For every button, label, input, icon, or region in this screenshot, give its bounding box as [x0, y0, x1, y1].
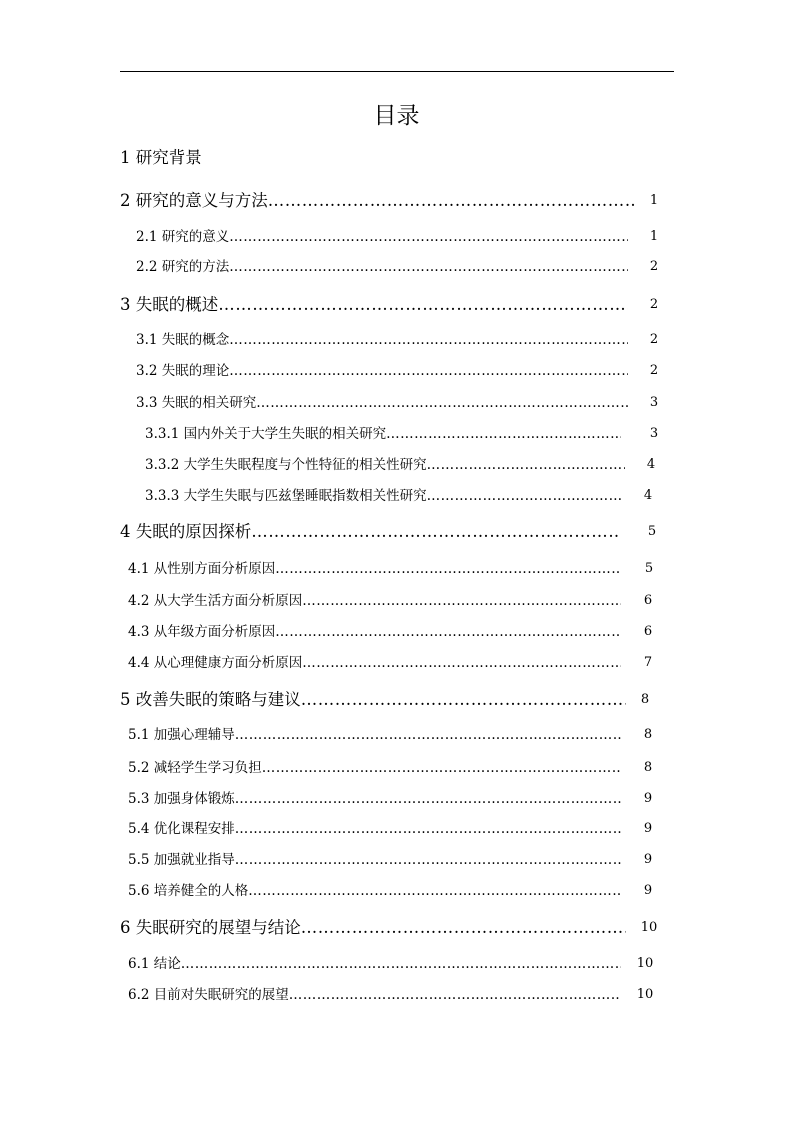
toc-page-number: 8 — [643, 760, 653, 775]
toc-entry-label: 4 失眠的原因探析 — [120, 522, 252, 541]
toc-page-number: 5 — [647, 524, 657, 539]
toc-entry-label: 4.4 从心理健康方面分析原因 — [128, 655, 303, 671]
dot-leader — [229, 359, 628, 383]
toc-page-number: 10 — [636, 956, 654, 971]
toc-page-number: 4 — [643, 488, 653, 503]
toc-entry[interactable] — [128, 620, 666, 644]
toc-page-number: 2 — [649, 363, 659, 378]
toc-entry[interactable] — [136, 359, 666, 383]
toc-page-number: 2 — [649, 297, 659, 312]
toc-page-number: 9 — [643, 852, 653, 867]
toc-page-number: 10 — [640, 920, 658, 935]
toc-entry[interactable] — [145, 453, 666, 477]
toc-entry[interactable] — [128, 557, 666, 581]
toc-entry-label: 5.2 减轻学生学习负担 — [128, 760, 262, 776]
dot-leader — [181, 952, 621, 976]
dot-leader — [235, 817, 621, 841]
dot-leader — [248, 879, 621, 903]
toc-page-number: 2 — [649, 332, 659, 347]
toc-entry-label: 4.2 从大学生活方面分析原因 — [128, 593, 303, 609]
toc-entry-label: 1 研究背景 — [120, 148, 202, 167]
toc-entry-label: 2.1 研究的意义 — [136, 229, 230, 245]
toc-page-number: 3 — [649, 395, 659, 410]
dot-leader — [289, 983, 621, 1007]
toc-entry-label: 5.3 加强身体锻炼 — [128, 791, 235, 807]
dot-leader — [256, 391, 628, 415]
toc-page-number: 6 — [643, 624, 653, 639]
toc-entry-label: 6.2 目前对失眠研究的展望 — [128, 987, 289, 1003]
toc-page-number: 3 — [649, 426, 659, 441]
toc-entry[interactable] — [120, 916, 666, 940]
toc-entry-label: 2.2 研究的方法 — [136, 259, 230, 275]
toc-entry[interactable] — [128, 983, 666, 1007]
toc-title: 目录 — [373, 103, 420, 129]
dot-leader — [218, 293, 628, 317]
toc-entry[interactable] — [128, 848, 666, 872]
toc-entry[interactable] — [128, 589, 666, 613]
dot-leader — [235, 723, 621, 747]
toc-entry[interactable] — [128, 723, 666, 747]
dot-leader — [235, 848, 621, 872]
toc-entry-label: 3.3.1 国内外关于大学生失眠的相关研究 — [145, 426, 387, 442]
dot-leader — [229, 328, 628, 352]
toc-entry[interactable] — [136, 225, 666, 249]
toc-entry[interactable] — [136, 391, 666, 415]
dot-leader — [275, 557, 621, 581]
toc-entry-label: 4.1 从性别方面分析原因 — [128, 561, 276, 577]
dot-leader — [268, 189, 636, 213]
toc-page-number: 9 — [643, 791, 653, 806]
toc-entry-label: 3 失眠的概述 — [120, 295, 219, 314]
toc-entry-label: 6.1 结论 — [128, 956, 181, 972]
toc-entry[interactable] — [145, 422, 666, 446]
toc-entry[interactable] — [120, 520, 666, 544]
dot-leader — [251, 520, 618, 544]
toc-entry-label: 5.4 优化课程安排 — [128, 821, 235, 837]
toc-entry[interactable] — [128, 817, 666, 841]
toc-entry[interactable] — [120, 189, 666, 213]
toc-entry[interactable] — [128, 756, 666, 780]
toc-entry-label: 3.1 失眠的概念 — [136, 332, 230, 348]
dot-leader — [235, 787, 621, 811]
toc-entry-label: 5.6 培养健全的人格 — [128, 883, 249, 899]
toc-entry[interactable] — [128, 651, 666, 675]
toc-entry[interactable] — [136, 328, 666, 352]
dot-leader — [229, 225, 628, 249]
dot-leader — [302, 589, 621, 613]
dot-leader — [386, 422, 621, 446]
toc-page-number: 8 — [643, 727, 653, 742]
toc-entry-label: 4.3 从年级方面分析原因 — [128, 624, 276, 640]
toc-entry[interactable] — [120, 293, 666, 317]
header-rule — [120, 71, 674, 72]
toc-entry[interactable] — [128, 787, 666, 811]
toc-page-number: 7 — [643, 655, 653, 670]
toc-entry-label: 3.2 失眠的理论 — [136, 363, 230, 379]
toc-entry[interactable] — [120, 688, 666, 712]
dot-leader — [229, 255, 628, 279]
toc-page-number: 1 — [649, 229, 659, 244]
toc-page-number: 6 — [643, 593, 653, 608]
toc-page-number: 1 — [649, 193, 659, 208]
toc-entry-label: 2 研究的意义与方法 — [120, 191, 268, 210]
toc-entry[interactable] — [120, 146, 640, 170]
toc-entry-label: 5 改善失眠的策略与建议 — [120, 690, 301, 709]
toc-page-number: 10 — [636, 987, 654, 1002]
dot-leader — [302, 651, 621, 675]
toc-page-number: 2 — [649, 259, 659, 274]
toc-entry-label: 3.3.2 大学生失眠程度与个性特征的相关性研究 — [145, 457, 427, 473]
dot-leader — [427, 453, 625, 477]
dot-leader — [427, 484, 621, 508]
dot-leader — [262, 756, 621, 780]
toc-entry-label: 5.5 加强就业指导 — [128, 852, 235, 868]
dot-leader — [301, 916, 626, 940]
dot-leader — [301, 688, 626, 712]
toc-entry[interactable] — [128, 879, 666, 903]
toc-entry[interactable] — [136, 255, 666, 279]
dot-leader — [275, 620, 621, 644]
toc-entry-label: 3.3 失眠的相关研究 — [136, 395, 257, 411]
toc-entry-label: 5.1 加强心理辅导 — [128, 727, 235, 743]
toc-entry[interactable] — [128, 952, 666, 976]
toc-entry-label: 6 失眠研究的展望与结论 — [120, 918, 301, 937]
toc-page-number: 5 — [644, 561, 654, 576]
toc-page-number: 9 — [643, 821, 653, 836]
toc-page-number: 9 — [643, 883, 653, 898]
toc-entry-label: 3.3.3 大学生失眠与匹兹堡睡眠指数相关性研究 — [145, 488, 427, 504]
toc-page-number: 4 — [646, 457, 656, 472]
toc-page-number: 8 — [640, 692, 650, 707]
toc-entry[interactable] — [145, 484, 666, 508]
